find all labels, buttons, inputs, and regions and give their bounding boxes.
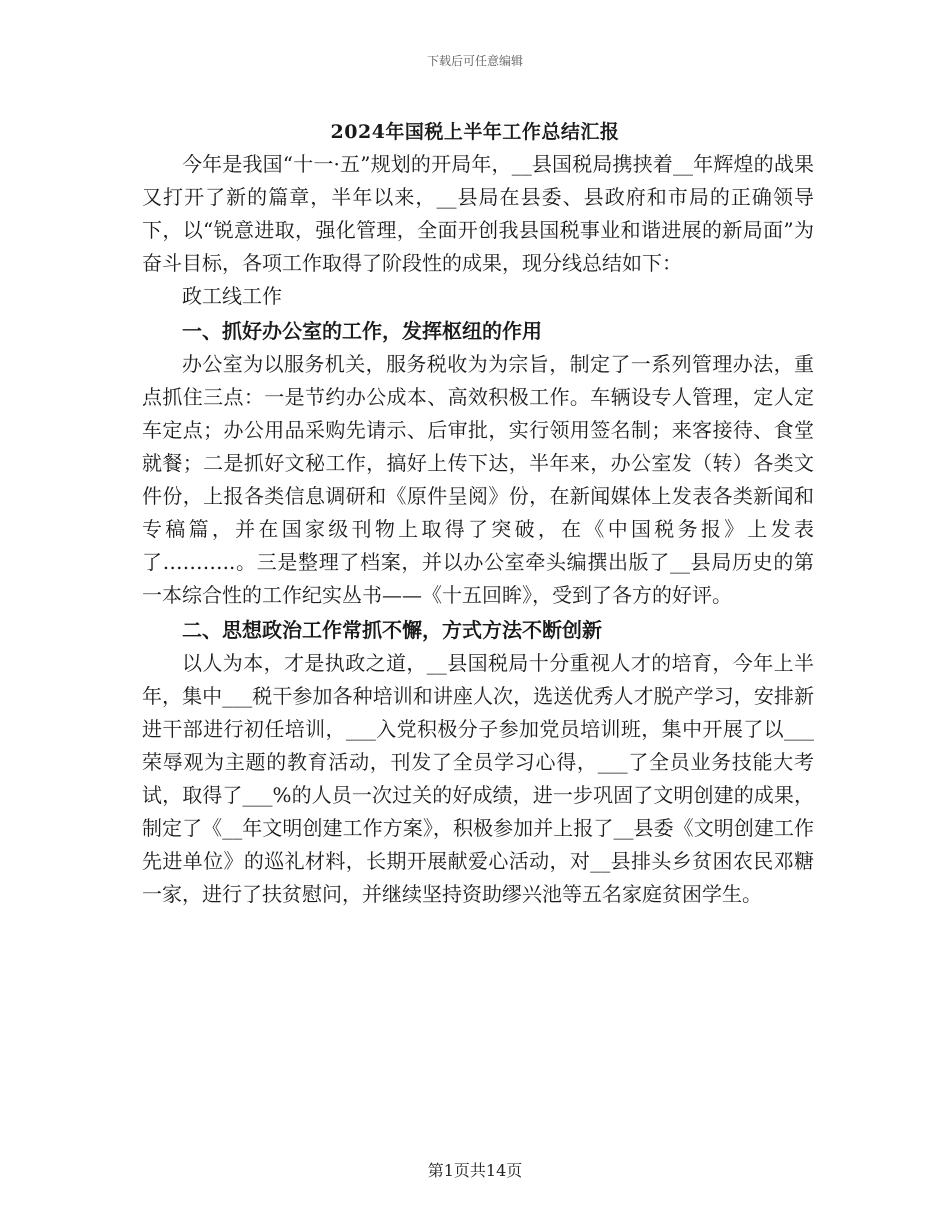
document-body bbox=[142, 148, 814, 911]
section-1-body: 办公室为以服务机关，服务税收为为宗旨，制定了一系列管理办法，重点抓住三点：一是节约办公成本、高效积极工作。车辆设专人管理，定人定车定点；办公用品采购先请示、后审批，实行领用签名制；来客接待、食堂就餐；二是抓好文秘工作，搞好上传下达，半年来，办公室发（转）各类文件份，上报各类信息调研和《原件呈阅》份，在新闻媒体上发表各类新闻和专稿篇，并在国家级刊物上取得了突破，在《中国税务报》上发表了………..。三是整理了档案，并以办公室牵头编撰出版了__县局历史的第一本综合性的工作纪实丛书——《十五回眸》，受到了各方的好评。 bbox=[142, 352, 814, 607]
document-title: 2024年国税上半年工作总结汇报 bbox=[330, 121, 620, 143]
page-header-note: 下载后可任意编辑 bbox=[426, 54, 523, 68]
page-number: 第1页共14页 bbox=[427, 1161, 523, 1180]
intro-paragraph: 今年是我国“十一·五”规划的开局年，__县国税局携挟着__年辉煌的战果又打开了新的篇章，半年以来，__县局在县委、县政府和市局的正确领导下，以“锐意进取，强化管理，全面开创我县国税事业和谐进展的新局面”为奋斗目标，各项工作取得了阶段性的成果，现分线总结如下： bbox=[142, 152, 814, 275]
section-2-heading: 二、思想政治工作常抓不懈，方式方法不断创新 bbox=[182, 618, 602, 642]
section-1-heading: 一、抓好办公室的工作，发挥枢纽的作用 bbox=[182, 319, 542, 343]
section-label: 政工线工作 bbox=[182, 284, 282, 308]
section-2-body: 以人为本，才是执政之道，__县国税局十分重视人才的培育，今年上半年，集中___税干参加各种培训和讲座人次，选送优秀人才脱产学习，安排新进干部进行初任培训，___入党积极分子参加党员培训班，集中开展了以___荣辱观为主题的教育活动，刊发了全员学习心得，___了全员业务技能大考试，取得了___%的人员一次过关的好成绩，进一步巩固了文明创建的成果，制定了《__年文明创建工作方案》，积极参加并上报了__县委《文明创建工作先进单位》的巡礼材料，长期开展献爱心活动，对__县排头乡贫困农民邓糖一家，进行了扶贫慰问，并继续坚持资助缪兴池等五名家庭贫困学生。 bbox=[142, 651, 814, 906]
